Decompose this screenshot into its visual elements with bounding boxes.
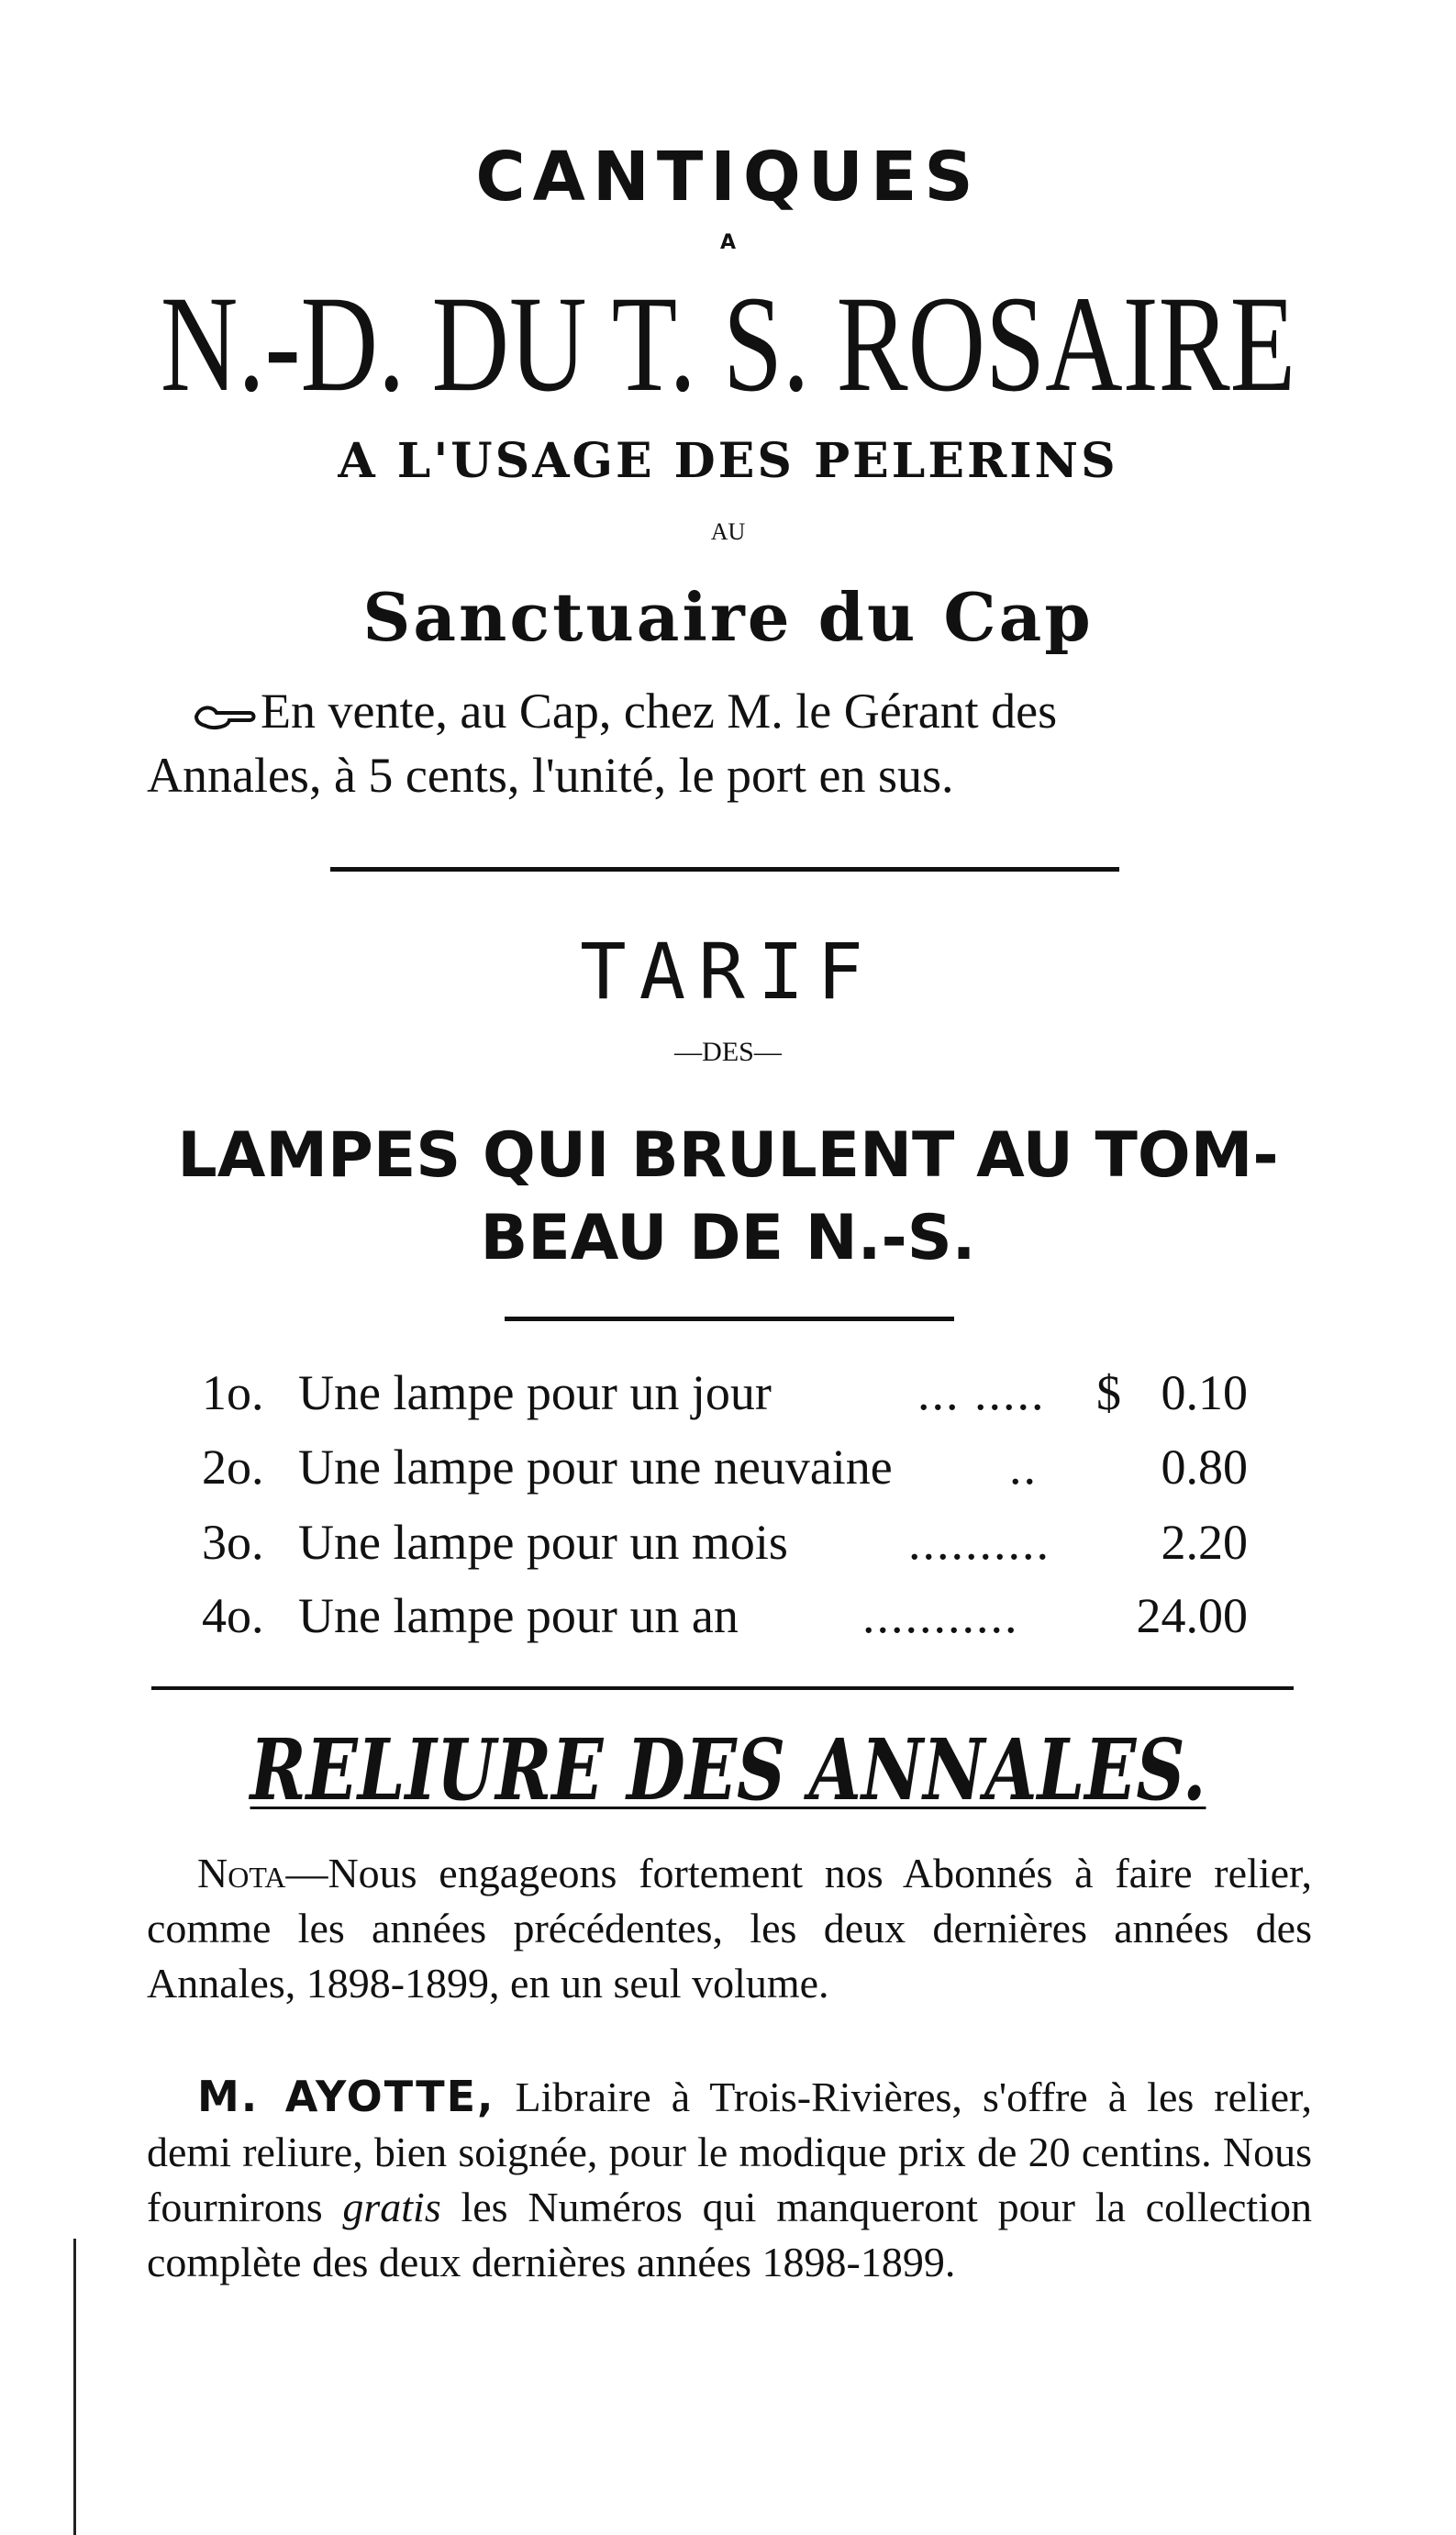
divider-2 <box>505 1317 954 1321</box>
tarif-row-price: 24.00 <box>1136 1588 1248 1643</box>
ayotte-gratis: gratis <box>342 2184 441 2230</box>
reliure-title: RELIURE DES ANNALES. <box>250 1720 1206 1819</box>
tarif-heading-line-2: BEAU DE N.-S. <box>480 1202 976 1274</box>
tarif-des: —DES— <box>674 1037 782 1067</box>
vente-line-2: Annales, à 5 cents, l'unité, le port en sus. <box>147 748 954 803</box>
nota-text: —Nous engageons fortement nos Abonnés à faire relier, comme les années précédentes, les deux dernières années des Annales, 1898-1899, en un seul volume. <box>147 1850 1312 2007</box>
cantiques-subtitle: A L'USAGE DES PELERINS <box>338 433 1118 489</box>
tarif-row-price: 0.10 <box>1161 1365 1248 1420</box>
margin-scan-line <box>73 2239 76 2535</box>
ayotte-text-2: les Numéros qui manqueront pour la collection complète des deux dernières années 1898-1899. <box>147 2184 1312 2285</box>
tarif-row-currency: $ <box>1096 1365 1121 1420</box>
vente-line-1 <box>193 679 1312 743</box>
tarif-row-num: 2o. <box>202 1440 264 1495</box>
pointing-hand-icon <box>193 700 257 733</box>
tarif-row-dots: .......... <box>908 1515 1050 1570</box>
tarif-row-dots: .. <box>1009 1440 1038 1495</box>
sanctuaire-title: Sanctuaire du Cap <box>362 578 1094 656</box>
tarif-row-desc: Une lampe pour un jour <box>298 1365 772 1420</box>
ayotte-paragraph <box>147 2069 1312 2290</box>
tarif-row-desc: Une lampe pour une neuvaine <box>298 1440 893 1495</box>
main-title: N.-D. DU T. S. ROSAIRE <box>160 268 1296 420</box>
vente-text-1: En vente, au Cap, chez M. le Gérant des <box>261 684 1058 739</box>
divider-1 <box>330 867 1119 872</box>
tarif-row-dots: ........... <box>862 1588 1019 1643</box>
cantiques-a: A <box>719 231 737 254</box>
tarif-row-num: 4o. <box>202 1588 264 1643</box>
cantiques-title: CANTIQUES <box>475 138 981 217</box>
nota-paragraph <box>147 1846 1312 2011</box>
tarif-row-num: 1o. <box>202 1365 264 1420</box>
tarif-row-desc: Une lampe pour un an <box>298 1588 739 1643</box>
ayotte-name: M. AYOTTE, <box>197 2072 495 2121</box>
cantiques-au: AU <box>710 518 746 545</box>
tarif-row-dots: ... ..... <box>917 1365 1046 1420</box>
tarif-row <box>202 1514 1266 1587</box>
nota-label: Nota <box>197 1850 286 1896</box>
tarif-row <box>202 1439 1266 1512</box>
tarif-row-price: 2.20 <box>1161 1515 1248 1570</box>
ayotte-text-1: Libraire à Trois-Rivières, s'offre à les relier, demi reliure, bien soignée, pour le modique prix de 20 centins. Nous fournirons <box>147 2074 1312 2230</box>
tarif-row-num: 3o. <box>202 1515 264 1570</box>
tarif-row-price: 0.80 <box>1161 1440 1248 1495</box>
tarif-heading-line-1: LAMPES QUI BRULENT AU TOM- <box>177 1119 1279 1192</box>
tarif-title: TARIF <box>580 927 876 1017</box>
tarif-row <box>202 1364 1266 1438</box>
tarif-row <box>202 1587 1266 1661</box>
tarif-row-desc: Une lampe pour un mois <box>298 1515 788 1570</box>
divider-3 <box>151 1686 1294 1690</box>
